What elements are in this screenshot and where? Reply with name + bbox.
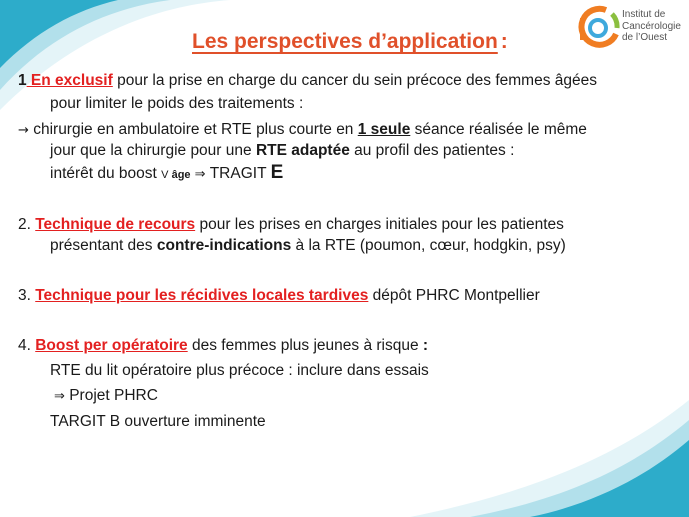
item-number: 4. [18, 337, 36, 354]
item-colon: : [422, 337, 429, 354]
item-text: Projet PHRC [64, 387, 158, 404]
logo-rings-icon [576, 4, 620, 50]
item-1-line-1 [18, 71, 597, 90]
item-3-line-1 [18, 286, 540, 305]
slide-title-text: Les perspectives d’application [192, 30, 498, 53]
item-4-sub-1: RTE du lit opératoire plus précoce : inclure dans essais [50, 362, 429, 379]
item-number: 1 [18, 72, 27, 89]
item-4-sub-3: TARGIT B ouverture imminente [50, 413, 266, 430]
item-text: intérêt du boost [50, 165, 162, 182]
item-highlight: Boost per opératoire [35, 337, 188, 354]
item-text: pour les prises en charges initiales pour les patientes [195, 216, 564, 233]
item-text: séance réalisée le même [410, 121, 587, 138]
item-big-letter: E [270, 162, 284, 183]
item-1-sub-3 [50, 163, 283, 185]
right-arrow-icon: → [18, 123, 29, 138]
item-1-line-2: pour limiter le poids des traitements : [50, 95, 304, 112]
item-highlight: En exclusif [26, 72, 113, 89]
institute-logo [576, 4, 688, 50]
item-4-sub-2 [54, 386, 158, 406]
item-highlight: Technique pour les récidives locales tardives [35, 287, 369, 304]
item-small: V [161, 169, 169, 181]
item-small: âge [168, 169, 191, 181]
item-text: des femmes plus jeunes à risque [187, 337, 423, 354]
logo-line: de l’Ouest [622, 32, 668, 43]
item-text: jour que la chirurgie pour une [50, 142, 256, 159]
implies-arrow-icon: ⇒ [54, 389, 65, 404]
item-bold: contre-indications [156, 237, 292, 254]
item-text: présentant des [50, 237, 157, 254]
logo-line: Cancérologie [622, 20, 681, 32]
item-text: TRAGIT [209, 165, 271, 182]
item-number: 2. [18, 216, 36, 233]
logo-text [622, 9, 681, 44]
item-4-line-1 [18, 336, 428, 355]
item-text: chirurgie en ambulatoire et RTE plus courte en [28, 121, 358, 138]
item-2-line-1 [18, 215, 564, 234]
item-2-line-2 [50, 236, 566, 255]
item-text: pour la prise en charge du cancer du sein précoce des femmes âgées [112, 72, 598, 89]
item-text: dépôt PHRC Montpellier [368, 287, 540, 304]
item-bold: 1 seule [357, 121, 411, 138]
slide-title [192, 30, 508, 54]
item-1-sub-1 [18, 120, 587, 140]
logo-line: Institut de [622, 9, 666, 20]
item-number: 3. [18, 287, 36, 304]
item-1-sub-2 [50, 141, 514, 160]
item-bold: RTE adaptée [255, 142, 350, 159]
item-text: au profil des patientes : [349, 142, 515, 159]
slide-title-colon: : [500, 30, 508, 53]
implies-arrow-icon: ⇒ [190, 167, 210, 182]
item-highlight: Technique de recours [35, 216, 196, 233]
item-text: à la RTE (poumon, cœur, hodgkin, psy) [291, 237, 566, 254]
